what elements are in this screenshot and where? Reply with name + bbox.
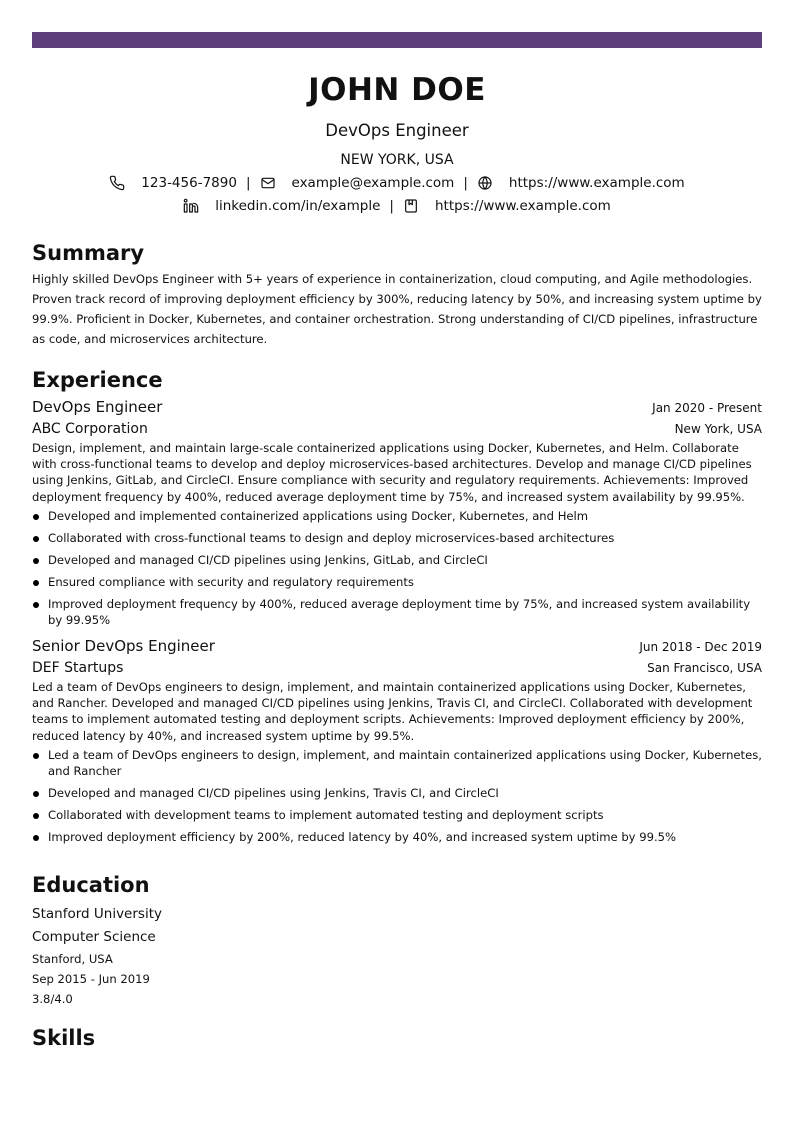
bullet-dot xyxy=(33,791,39,797)
experience-entry xyxy=(32,637,762,851)
job-dates: Jun 2018 - Dec 2019 xyxy=(639,640,762,654)
candidate-name: JOHN DOE xyxy=(308,72,486,108)
job-location: New York, USA xyxy=(674,422,762,436)
bullet-text: Ensured compliance with security and regulatory requirements xyxy=(48,574,414,589)
list-item xyxy=(32,508,762,524)
skills-heading: Skills xyxy=(32,1026,96,1050)
bullet-dot xyxy=(33,753,39,759)
accent-bar xyxy=(32,32,762,48)
company-name: ABC Corporation xyxy=(32,421,148,437)
phone-icon xyxy=(109,175,125,191)
job-title: Senior DevOps Engineer xyxy=(32,637,215,655)
list-item xyxy=(32,596,762,628)
bullet-text: Led a team of DevOps engineers to design, implement, and maintain containerized applications using Docker, Kubernetes, and Rancher xyxy=(48,747,762,778)
portfolio-link[interactable]: https://www.example.com xyxy=(434,198,611,214)
bullet-dot xyxy=(33,580,39,586)
bullet-dot xyxy=(33,558,39,564)
bullet-text: Improved deployment efficiency by 200%, reduced latency by 40%, and increased system uptime by 99.5% xyxy=(48,829,677,844)
list-item xyxy=(32,530,762,546)
email-link[interactable]: example@example.com xyxy=(291,175,455,191)
school-name: Stanford University xyxy=(32,906,162,922)
website-link[interactable]: https://www.example.com xyxy=(508,175,685,191)
job-location: San Francisco, USA xyxy=(647,661,762,675)
field-of-study: Computer Science xyxy=(32,929,156,945)
contact-row-primary xyxy=(0,174,794,192)
globe-icon xyxy=(477,175,493,191)
contact-separator: | xyxy=(389,198,394,214)
list-item xyxy=(32,829,762,845)
contact-separator: | xyxy=(463,175,468,191)
job-title: DevOps Engineer xyxy=(32,398,163,416)
bullet-dot xyxy=(33,514,39,520)
bullet-text: Developed and managed CI/CD pipelines using Jenkins, GitLab, and CircleCI xyxy=(48,552,488,567)
gpa: 3.8/4.0 xyxy=(32,992,73,1006)
education-dates: Sep 2015 - Jun 2019 xyxy=(32,972,150,986)
bullet-dot xyxy=(33,536,39,542)
bullet-text: Developed and implemented containerized applications using Docker, Kubernetes, and Helm xyxy=(48,508,589,523)
summary-heading: Summary xyxy=(32,241,145,265)
candidate-title: DevOps Engineer xyxy=(325,121,469,140)
job-description: Led a team of DevOps engineers to design, implement, and maintain containerized applications using Docker, Kubernetes, and Rancher. Developed and managed CI/CD pipelines using Jenkins, Travis CI, and CircleCI. Collaborated with development teams to implement automated testing and deployment scripts. Achievements: Improved deployment efficiency by 200%, reduced latency by 40%, and increased system uptime by 99.5%. xyxy=(32,680,753,743)
candidate-location: NEW YORK, USA xyxy=(340,152,454,168)
bullet-dot xyxy=(33,813,39,819)
job-dates: Jan 2020 - Present xyxy=(652,401,762,415)
list-item xyxy=(32,785,762,801)
bullet-dot xyxy=(33,835,39,841)
list-item xyxy=(32,552,762,568)
job-bullets xyxy=(32,508,762,628)
bullet-text: Collaborated with cross-functional teams to design and deploy microservices-based architectures xyxy=(48,530,615,545)
bullet-dot xyxy=(33,602,39,608)
bullet-text: Collaborated with development teams to implement automated testing and deployment scripts xyxy=(48,807,604,822)
job-bullets xyxy=(32,747,762,845)
contact-separator: | xyxy=(245,175,251,191)
linkedin-icon xyxy=(183,198,199,214)
job-description: Design, implement, and maintain large-scale containerized applications using Docker, Kubernetes, and Helm. Collaborate with cross-functional teams to develop and deploy microservices-based architectures. Develop and manage CI/CD pipelines using Jenkins, GitLab, and CircleCI. Ensure compliance with security and regulatory requirements. Achievements: Improved deployment frequency by 400%, reduced average deployment time by 75%, and increased system availability by 99.95%. xyxy=(32,441,752,504)
contact-row-secondary xyxy=(0,197,794,215)
bullet-text: Improved deployment frequency by 400%, reduced average deployment time by 75%, and increased system availability by 99.95% xyxy=(48,596,751,627)
experience-heading: Experience xyxy=(32,368,163,392)
bookmark-icon xyxy=(403,198,419,214)
list-item xyxy=(32,574,762,590)
experience-entry xyxy=(32,398,762,634)
education-heading: Education xyxy=(32,873,150,897)
company-name: DEF Startups xyxy=(32,660,124,676)
list-item xyxy=(32,807,762,823)
mail-icon xyxy=(260,175,276,191)
bullet-text: Developed and managed CI/CD pipelines using Jenkins, Travis CI, and CircleCI xyxy=(48,785,499,800)
summary-text: Highly skilled DevOps Engineer with 5+ years of experience in containerization, cloud computing, and Agile methodologies. Proven track record of improving deployment efficiency by 300%, reducing latency by 50%, and increasing system uptime by 99.9%. Proficient in Docker, Kubernetes, and container orchestration. Strong understanding of CI/CD pipelines, infrastructure as code, and microservices architecture. xyxy=(32,272,762,346)
linkedin-link[interactable]: linkedin.com/in/example xyxy=(215,198,381,214)
school-location: Stanford, USA xyxy=(32,952,113,966)
phone-number[interactable]: 123-456-7890 xyxy=(141,175,237,191)
list-item xyxy=(32,747,762,779)
education-entry xyxy=(32,903,432,1009)
